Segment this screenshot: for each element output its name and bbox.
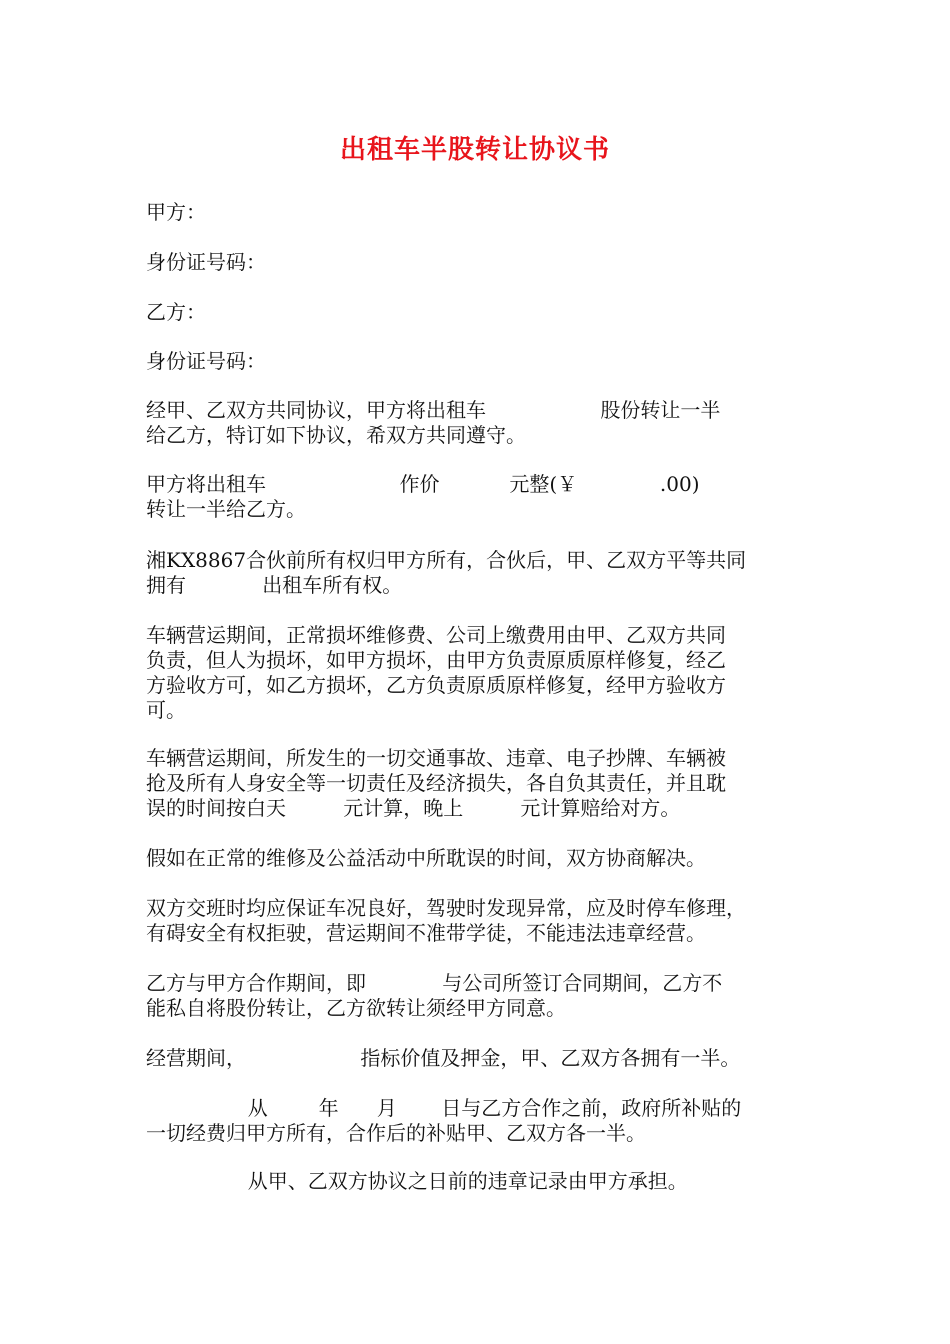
document-title: 出租车半股转让协议书 xyxy=(339,135,610,165)
party-a-label: 甲方： xyxy=(146,200,206,224)
ownership-paragraph: 湘KX8867合伙前所有权归甲方所有，合伙后，甲、乙双方平等共同 拥有 出租车所有权。 xyxy=(146,548,747,597)
negotiation-paragraph: 假如在正常的维修及公益活动中所耽误的时间，双方协商解决。 xyxy=(146,846,706,870)
violation-record-paragraph: 从甲、乙双方协议之日前的违章记录由甲方承担。 xyxy=(146,1169,688,1193)
party-a-id-label: 身份证号码： xyxy=(146,250,266,274)
party-b-id-label: 身份证号码： xyxy=(146,349,266,373)
quota-paragraph: 经营期间， 指标价值及押金，甲、乙双方各拥有一半。 xyxy=(146,1046,741,1070)
agreement-intro-paragraph: 经甲、乙双方共同协议，甲方将出租车 股份转让一半 给乙方，特订如下协议，希双方共同遵守。 xyxy=(146,398,721,447)
shift-handover-paragraph: 双方交班时均应保证车况良好，驾驶时发现异常，应及时停车修理， 有碍安全有权拒驶，营运期间不准带学徒，不能违法违章经营。 xyxy=(146,896,746,945)
party-b-label: 乙方： xyxy=(146,300,206,324)
subsidy-paragraph: 从 年 月 日与乙方合作之前，政府所补贴的 一切经费归甲方所有，合作后的补贴甲、乙双方各一半。 xyxy=(146,1096,742,1145)
cooperation-period-paragraph: 乙方与甲方合作期间，即 与公司所签订合同期间，乙方不 能私自将股份转让，乙方欲转让须经甲方同意。 xyxy=(146,971,723,1020)
price-paragraph: 甲方将出租车 作价 元整(￥ .00) 转让一半给乙方。 xyxy=(146,472,700,521)
maintenance-paragraph: 车辆营运期间，正常损坏维修费、公司上缴费用由甲、乙双方共同 负责，但人为损坏，如甲方损坏，由甲方负责原质原样修复，经乙 方验收方可，如乙方损坏，乙方负责原质原样修复，经甲方验收方 可。 xyxy=(146,623,726,722)
liability-paragraph: 车辆营运期间，所发生的一切交通事故、违章、电子抄牌、车辆被 抢及所有人身安全等一切责任及经济损失，各自负其责任，并且耽 误的时间按白天 元计算，晚上 元计算赔给对方。 xyxy=(146,746,726,820)
